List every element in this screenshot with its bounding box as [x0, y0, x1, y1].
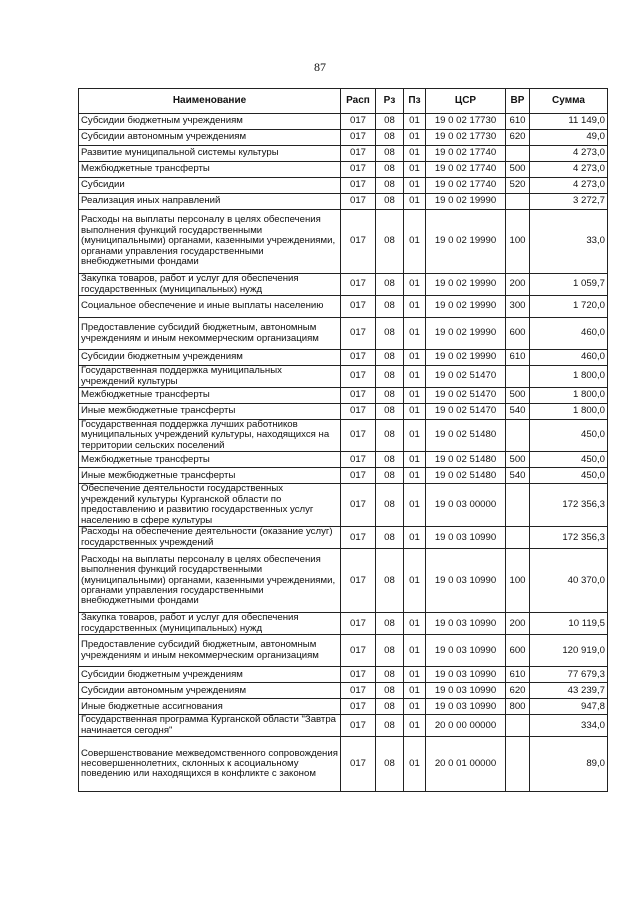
row-rasp: 017 [341, 162, 376, 178]
row-vr: 620 [506, 130, 530, 146]
row-vr: 200 [506, 613, 530, 635]
row-sum: 4 273,0 [530, 162, 608, 178]
row-name: Закупка товаров, работ и услуг для обеспечения государственных (муниципальных) нужд [79, 274, 341, 296]
row-name: Государственная поддержка лучших работников муниципальных учреждений культуры, находящихся на территории сельских поселений [79, 420, 341, 452]
row-name: Реализация иных направлений [79, 194, 341, 210]
row-csr: 19 0 02 19990 [426, 318, 506, 350]
table-row [79, 667, 608, 683]
row-rasp: 017 [341, 737, 376, 792]
row-sum: 40 370,0 [530, 549, 608, 613]
row-name: Иные межбюджетные трансферты [79, 468, 341, 484]
table-row [79, 296, 608, 318]
row-sum: 334,0 [530, 715, 608, 737]
row-pz: 01 [404, 420, 426, 452]
row-vr: 540 [506, 404, 530, 420]
row-sum: 120 919,0 [530, 635, 608, 667]
row-sum: 1 800,0 [530, 388, 608, 404]
row-pz: 01 [404, 737, 426, 792]
row-vr [506, 737, 530, 792]
row-pz: 01 [404, 452, 426, 468]
row-sum: 49,0 [530, 130, 608, 146]
row-pz: 01 [404, 350, 426, 366]
row-rz: 08 [376, 683, 404, 699]
row-rz: 08 [376, 130, 404, 146]
row-csr: 19 0 03 10990 [426, 683, 506, 699]
row-vr [506, 527, 530, 549]
row-pz: 01 [404, 366, 426, 388]
table-row [79, 452, 608, 468]
table-row [79, 420, 608, 452]
row-vr [506, 484, 530, 527]
table-row [79, 318, 608, 350]
table-row [79, 178, 608, 194]
row-csr: 19 0 02 51470 [426, 388, 506, 404]
row-pz: 01 [404, 388, 426, 404]
row-vr: 540 [506, 468, 530, 484]
row-vr: 620 [506, 683, 530, 699]
row-pz: 01 [404, 210, 426, 274]
row-csr: 19 0 02 51470 [426, 404, 506, 420]
row-rasp: 017 [341, 468, 376, 484]
row-pz: 01 [404, 274, 426, 296]
row-rasp: 017 [341, 699, 376, 715]
row-name: Межбюджетные трансферты [79, 162, 341, 178]
table-row [79, 549, 608, 613]
row-rz: 08 [376, 452, 404, 468]
row-rz: 08 [376, 178, 404, 194]
row-rz: 08 [376, 737, 404, 792]
row-sum: 172 356,3 [530, 484, 608, 527]
row-rz: 08 [376, 350, 404, 366]
row-pz: 01 [404, 715, 426, 737]
row-rasp: 017 [341, 178, 376, 194]
row-csr: 19 0 02 19990 [426, 296, 506, 318]
row-name: Совершенствование межведомственного сопровождения несовершеннолетних, склонных к асоциальному поведению или находящихся в конфликте с законом [79, 737, 341, 792]
row-vr: 600 [506, 635, 530, 667]
row-rasp: 017 [341, 420, 376, 452]
budget-table [78, 88, 608, 792]
row-csr: 19 0 03 10990 [426, 667, 506, 683]
row-name: Социальное обеспечение и иные выплаты населению [79, 296, 341, 318]
table-row [79, 194, 608, 210]
row-rz: 08 [376, 667, 404, 683]
row-rz: 08 [376, 366, 404, 388]
row-sum: 33,0 [530, 210, 608, 274]
row-rasp: 017 [341, 210, 376, 274]
row-vr: 800 [506, 699, 530, 715]
row-pz: 01 [404, 114, 426, 130]
row-sum: 450,0 [530, 452, 608, 468]
row-pz: 01 [404, 404, 426, 420]
row-rasp: 017 [341, 613, 376, 635]
row-rz: 08 [376, 468, 404, 484]
row-rasp: 017 [341, 683, 376, 699]
table-row [79, 737, 608, 792]
row-rz: 08 [376, 404, 404, 420]
table-row [79, 162, 608, 178]
row-rasp: 017 [341, 549, 376, 613]
row-rz: 08 [376, 146, 404, 162]
row-sum: 10 119,5 [530, 613, 608, 635]
row-name: Субсидии бюджетным учреждениям [79, 350, 341, 366]
table-row [79, 210, 608, 274]
row-vr [506, 420, 530, 452]
row-csr: 19 0 03 10990 [426, 613, 506, 635]
row-name: Расходы на обеспечение деятельности (оказание услуг) государственных учреждений [79, 527, 341, 549]
row-sum: 11 149,0 [530, 114, 608, 130]
row-name: Субсидии [79, 178, 341, 194]
row-rz: 08 [376, 194, 404, 210]
row-rasp: 017 [341, 388, 376, 404]
row-rasp: 017 [341, 194, 376, 210]
row-vr: 200 [506, 274, 530, 296]
row-pz: 01 [404, 468, 426, 484]
row-csr: 19 0 02 19990 [426, 194, 506, 210]
row-sum: 4 273,0 [530, 178, 608, 194]
row-rz: 08 [376, 715, 404, 737]
row-rz: 08 [376, 527, 404, 549]
row-csr: 19 0 02 19990 [426, 350, 506, 366]
table-row [79, 484, 608, 527]
row-csr: 20 0 01 00000 [426, 737, 506, 792]
row-csr: 19 0 02 17730 [426, 130, 506, 146]
row-pz: 01 [404, 613, 426, 635]
page-number: 87 [314, 60, 326, 74]
row-csr: 19 0 02 17740 [426, 178, 506, 194]
row-rz: 08 [376, 613, 404, 635]
row-sum: 1 800,0 [530, 404, 608, 420]
row-vr: 610 [506, 114, 530, 130]
header-rasp: Расп [341, 89, 376, 114]
row-csr: 19 0 03 10990 [426, 635, 506, 667]
row-rz: 08 [376, 388, 404, 404]
row-name: Развитие муниципальной системы культуры [79, 146, 341, 162]
row-rz: 08 [376, 210, 404, 274]
row-csr: 19 0 03 00000 [426, 484, 506, 527]
row-vr: 600 [506, 318, 530, 350]
row-csr: 19 0 03 10990 [426, 527, 506, 549]
row-vr [506, 715, 530, 737]
row-rasp: 017 [341, 484, 376, 527]
table-row [79, 146, 608, 162]
row-rasp: 017 [341, 274, 376, 296]
row-sum: 43 239,7 [530, 683, 608, 699]
row-sum: 1 800,0 [530, 366, 608, 388]
row-pz: 01 [404, 683, 426, 699]
row-sum: 450,0 [530, 468, 608, 484]
header-pz: Пз [404, 89, 426, 114]
row-vr: 500 [506, 388, 530, 404]
row-pz: 01 [404, 162, 426, 178]
row-pz: 01 [404, 635, 426, 667]
row-name: Государственная программа Курганской области "Завтра начинается сегодня" [79, 715, 341, 737]
row-rz: 08 [376, 296, 404, 318]
row-name: Предоставление субсидий бюджетным, автономным учреждениям и иным некоммерческим организациям [79, 635, 341, 667]
row-sum: 77 679,3 [530, 667, 608, 683]
row-rz: 08 [376, 114, 404, 130]
row-name: Закупка товаров, работ и услуг для обеспечения государственных (муниципальных) нужд [79, 613, 341, 635]
row-sum: 3 272,7 [530, 194, 608, 210]
header-csr: ЦСР [426, 89, 506, 114]
row-name: Государственная поддержка муниципальных учреждений культуры [79, 366, 341, 388]
table-header-row [79, 89, 608, 114]
row-rasp: 017 [341, 527, 376, 549]
row-csr: 20 0 00 00000 [426, 715, 506, 737]
header-name: Наименование [79, 89, 341, 114]
table-row [79, 114, 608, 130]
row-sum: 460,0 [530, 350, 608, 366]
row-csr: 19 0 02 51480 [426, 452, 506, 468]
header-rz: Рз [376, 89, 404, 114]
row-csr: 19 0 03 10990 [426, 549, 506, 613]
row-sum: 4 273,0 [530, 146, 608, 162]
header-vr: ВР [506, 89, 530, 114]
row-vr [506, 194, 530, 210]
row-vr: 610 [506, 667, 530, 683]
row-csr: 19 0 02 51470 [426, 366, 506, 388]
table-row [79, 635, 608, 667]
row-sum: 1 059,7 [530, 274, 608, 296]
row-csr: 19 0 02 51480 [426, 420, 506, 452]
row-rz: 08 [376, 274, 404, 296]
row-csr: 19 0 03 10990 [426, 699, 506, 715]
row-vr [506, 366, 530, 388]
row-pz: 01 [404, 178, 426, 194]
row-vr: 520 [506, 178, 530, 194]
row-csr: 19 0 02 19990 [426, 210, 506, 274]
row-name: Субсидии автономным учреждениям [79, 683, 341, 699]
table-row [79, 274, 608, 296]
row-pz: 01 [404, 194, 426, 210]
row-pz: 01 [404, 527, 426, 549]
row-sum: 89,0 [530, 737, 608, 792]
row-rz: 08 [376, 699, 404, 715]
row-pz: 01 [404, 549, 426, 613]
row-rz: 08 [376, 635, 404, 667]
row-name: Иные межбюджетные трансферты [79, 404, 341, 420]
row-vr: 610 [506, 350, 530, 366]
row-pz: 01 [404, 130, 426, 146]
table-row [79, 388, 608, 404]
row-rasp: 017 [341, 715, 376, 737]
row-name: Расходы на выплаты персоналу в целях обеспечения выполнения функций государственными (муниципальными) органами, казенными учреждениями, органами управления государственными внебюджетными фондами [79, 210, 341, 274]
table-row [79, 130, 608, 146]
row-rz: 08 [376, 484, 404, 527]
row-name: Расходы на выплаты персоналу в целях обеспечения выполнения функций государственными (муниципальными) органами, казенными учреждениями, органами управления государственными внебюджетными фондами [79, 549, 341, 613]
row-csr: 19 0 02 17740 [426, 162, 506, 178]
row-rz: 08 [376, 318, 404, 350]
row-name: Субсидии бюджетным учреждениям [79, 667, 341, 683]
row-rz: 08 [376, 162, 404, 178]
row-csr: 19 0 02 17730 [426, 114, 506, 130]
table-row [79, 366, 608, 388]
row-rasp: 017 [341, 114, 376, 130]
row-rasp: 017 [341, 452, 376, 468]
row-name: Иные бюджетные ассигнования [79, 699, 341, 715]
row-vr: 500 [506, 452, 530, 468]
row-pz: 01 [404, 699, 426, 715]
table-row [79, 699, 608, 715]
table-row [79, 613, 608, 635]
table-row [79, 683, 608, 699]
row-rasp: 017 [341, 404, 376, 420]
row-csr: 19 0 02 19990 [426, 274, 506, 296]
row-sum: 1 720,0 [530, 296, 608, 318]
row-pz: 01 [404, 667, 426, 683]
row-sum: 450,0 [530, 420, 608, 452]
row-rz: 08 [376, 420, 404, 452]
row-pz: 01 [404, 146, 426, 162]
row-vr: 100 [506, 210, 530, 274]
row-rasp: 017 [341, 366, 376, 388]
row-rasp: 017 [341, 667, 376, 683]
row-rz: 08 [376, 549, 404, 613]
row-sum: 460,0 [530, 318, 608, 350]
table-row [79, 715, 608, 737]
row-sum: 172 356,3 [530, 527, 608, 549]
row-pz: 01 [404, 318, 426, 350]
row-name: Межбюджетные трансферты [79, 452, 341, 468]
row-rasp: 017 [341, 350, 376, 366]
table-row [79, 527, 608, 549]
row-pz: 01 [404, 484, 426, 527]
row-vr [506, 146, 530, 162]
row-name: Обеспечение деятельности государственных учреждений культуры Курганской области по предоставлению и развитию государственных услуг населению в сфере культуры [79, 484, 341, 527]
row-vr: 300 [506, 296, 530, 318]
row-vr: 500 [506, 162, 530, 178]
row-csr: 19 0 02 17740 [426, 146, 506, 162]
row-vr: 100 [506, 549, 530, 613]
row-name: Субсидии бюджетным учреждениям [79, 114, 341, 130]
row-pz: 01 [404, 296, 426, 318]
table-row [79, 350, 608, 366]
row-name: Межбюджетные трансферты [79, 388, 341, 404]
row-rasp: 017 [341, 318, 376, 350]
row-rasp: 017 [341, 130, 376, 146]
row-name: Предоставление субсидий бюджетным, автономным учреждениям и иным некоммерческим организациям [79, 318, 341, 350]
row-rasp: 017 [341, 146, 376, 162]
table-row [79, 404, 608, 420]
row-csr: 19 0 02 51480 [426, 468, 506, 484]
row-sum: 947,8 [530, 699, 608, 715]
header-sum: Сумма [530, 89, 608, 114]
row-name: Субсидии автономным учреждениям [79, 130, 341, 146]
row-rasp: 017 [341, 296, 376, 318]
row-rasp: 017 [341, 635, 376, 667]
table-row [79, 468, 608, 484]
